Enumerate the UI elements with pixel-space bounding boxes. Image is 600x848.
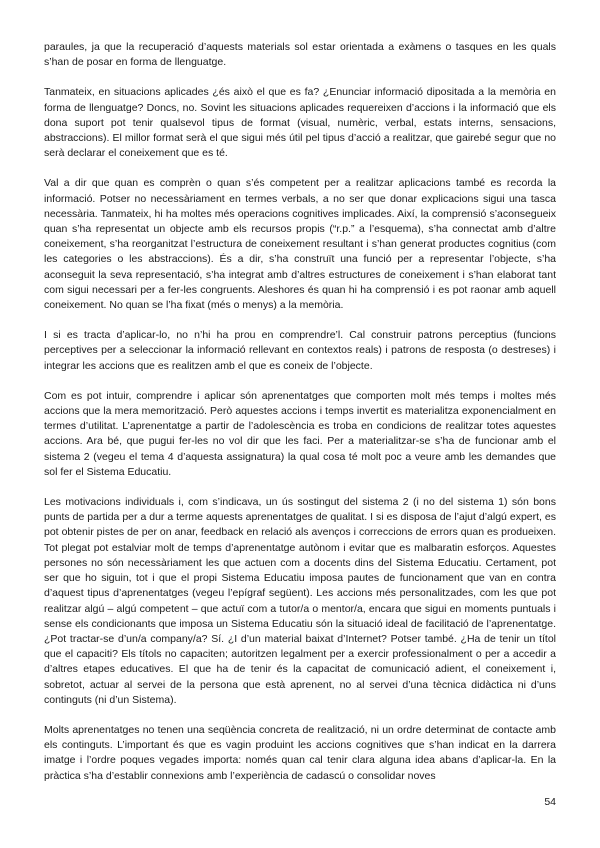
paragraph-5: Com es pot intuir, comprendre i aplicar són aprenentatges que comporten molt més temps i moltes més accions que la mera memorització. Però aquestes accions i temps invertit es materialitza exponencialment en termes d’utilitat. L’aprenentatge a partir de l’adolescència es troba en condicions de realitzar totes aquestes accions. Ara bé, que pugui fer-les no vol dir que les faci. Per a materialitzar-se s’ha de funcionar amb el sistema 2 (vegeu el tema 4 d’aquesta assignatura) la qual cosa té molt poc a veure amb les demandes que sol fer el Sistema Educatiu. bbox=[44, 389, 556, 478]
paragraph-4: I si es tracta d’aplicar-lo, no n’hi ha prou en comprendre’l. Cal construir patrons perceptius (funcions perceptives per a seleccionar la informació rellevant en contextos reals) i patrons de resposta (o destreses) i integrar les accions que es realitzen amb el que es coneix de l’objecte. bbox=[44, 329, 556, 372]
paragraph-2: Tanmateix, en situacions aplicades ¿és això el que es fa? ¿Enunciar informació dipositada a la memòria en forma de llenguatge? Doncs, no. Sovint les situacions aplicades requereixen d’accions i la informació que els dona suport pot tenir qualsevol tipus de format (visual, numèric, verbal, estats interns, sensacions, abstraccions). El millor format serà el que sigui més útil pel tipus d’acció a realitzar, que gairebé segur que no serà declarar el coneixement que es té. bbox=[44, 86, 556, 160]
page-number: 54 bbox=[544, 796, 556, 808]
body-text bbox=[44, 40, 556, 799]
paragraph-6: Les motivacions individuals i, com s’indicava, un ús sostingut del sistema 2 (i no del sistema 1) són bons punts de partida per a dur a terme aquests aprenentatges de qualitat. I si es disposa de l’ajut d’algú expert, es pot obtenir pistes de per on anar, feedback en relació als avenços i correccions de errors quan es produeixen. Tot plegat pot estalviar molt de temps d’aprenentatge autònom i evitar que es malbaratin esforços. Aquestes persones no són necessàriament les que actuen com a docents dins del Sistema Educatiu. Certament, pot ser que ho siguin, tot i que el propi Sistema Educatiu imposa pautes de funcionament que van en contra d’aquest tipus d’aprenentatges (vegeu l’epígraf següent). Les accions més personalitzades, com les que pot realitzar algú – algú competent – que actuï com a tutor/a o mentor/a, encara que sigui en moments puntuals i sense els condicionants que imposa un Sistema Educatiu són la situació ideal de facilitació de l’aprenentatge. ¿Pot tractar-se d’un/a company/a? Sí. ¿I d’un material baixat d’Internet? Potser també. ¿Ha de tenir un títol que el capaciti? Els títols no capaciten; autoritzen legalment per a exercir professionalment o per a accedir a d’altres etapes educatives. El que ha de tenir és la capacitat de comunicació adient, el coneixement i, sobretot, actuar al servei de la persona que està aprenent, no al servei d’una tècnica didàctica ni d’uns continguts (ni d’un Sistema). bbox=[44, 496, 556, 706]
paragraph-1: paraules, ja que la recuperació d’aquests materials sol estar orientada a exàmens o tasques en les quals s’han de posar en forma de llenguatge. bbox=[44, 41, 556, 69]
paragraph-3: Val a dir que quan es comprèn o quan s’és competent per a realitzar aplicacions també es recorda la informació. Potser no necessàriament en termes verbals, a no ser que donar explicacions sigui una tasca necessària. Tanmateix, hi ha moltes més operacions cognitives implicades. Així, la comprensió s’aconsegueix quan s’ha representat un objecte amb els recursos propis (“r.p.” a l’esquema), s’ha connectat amb d’altre coneixement, s’ha reorganitzat l’estructura de coneixement resultant i s’han generat productes cognitius (com les categories o les abstraccions). És a dir, s’ha construït una funció per a representar l’objecte, s’ha aconseguit la seva representació, s’ha integrat amb d’altres estructures de coneixement i s’han elaborat tant com sigui necessari per a fer-les congruents. Aleshores és quan hi ha comprensió i es pot raonar amb aquell coneixement. No quan se l’ha fixat (més o menys) a la memòria. bbox=[44, 177, 556, 312]
paragraph-7: Molts aprenentatges no tenen una seqüència concreta de realització, ni un ordre determinat de contacte amb els continguts. L’important és que es vagin produint les accions cognitives que s’han indicat en la darrera imatge i l’ordre poques vegades importa: només quan cal tenir clara alguna idea abans d’aplicar-la. En la pràctica s’ha d’establir connexions amb l’experiència de cadascú o consolidar noves bbox=[44, 723, 556, 782]
